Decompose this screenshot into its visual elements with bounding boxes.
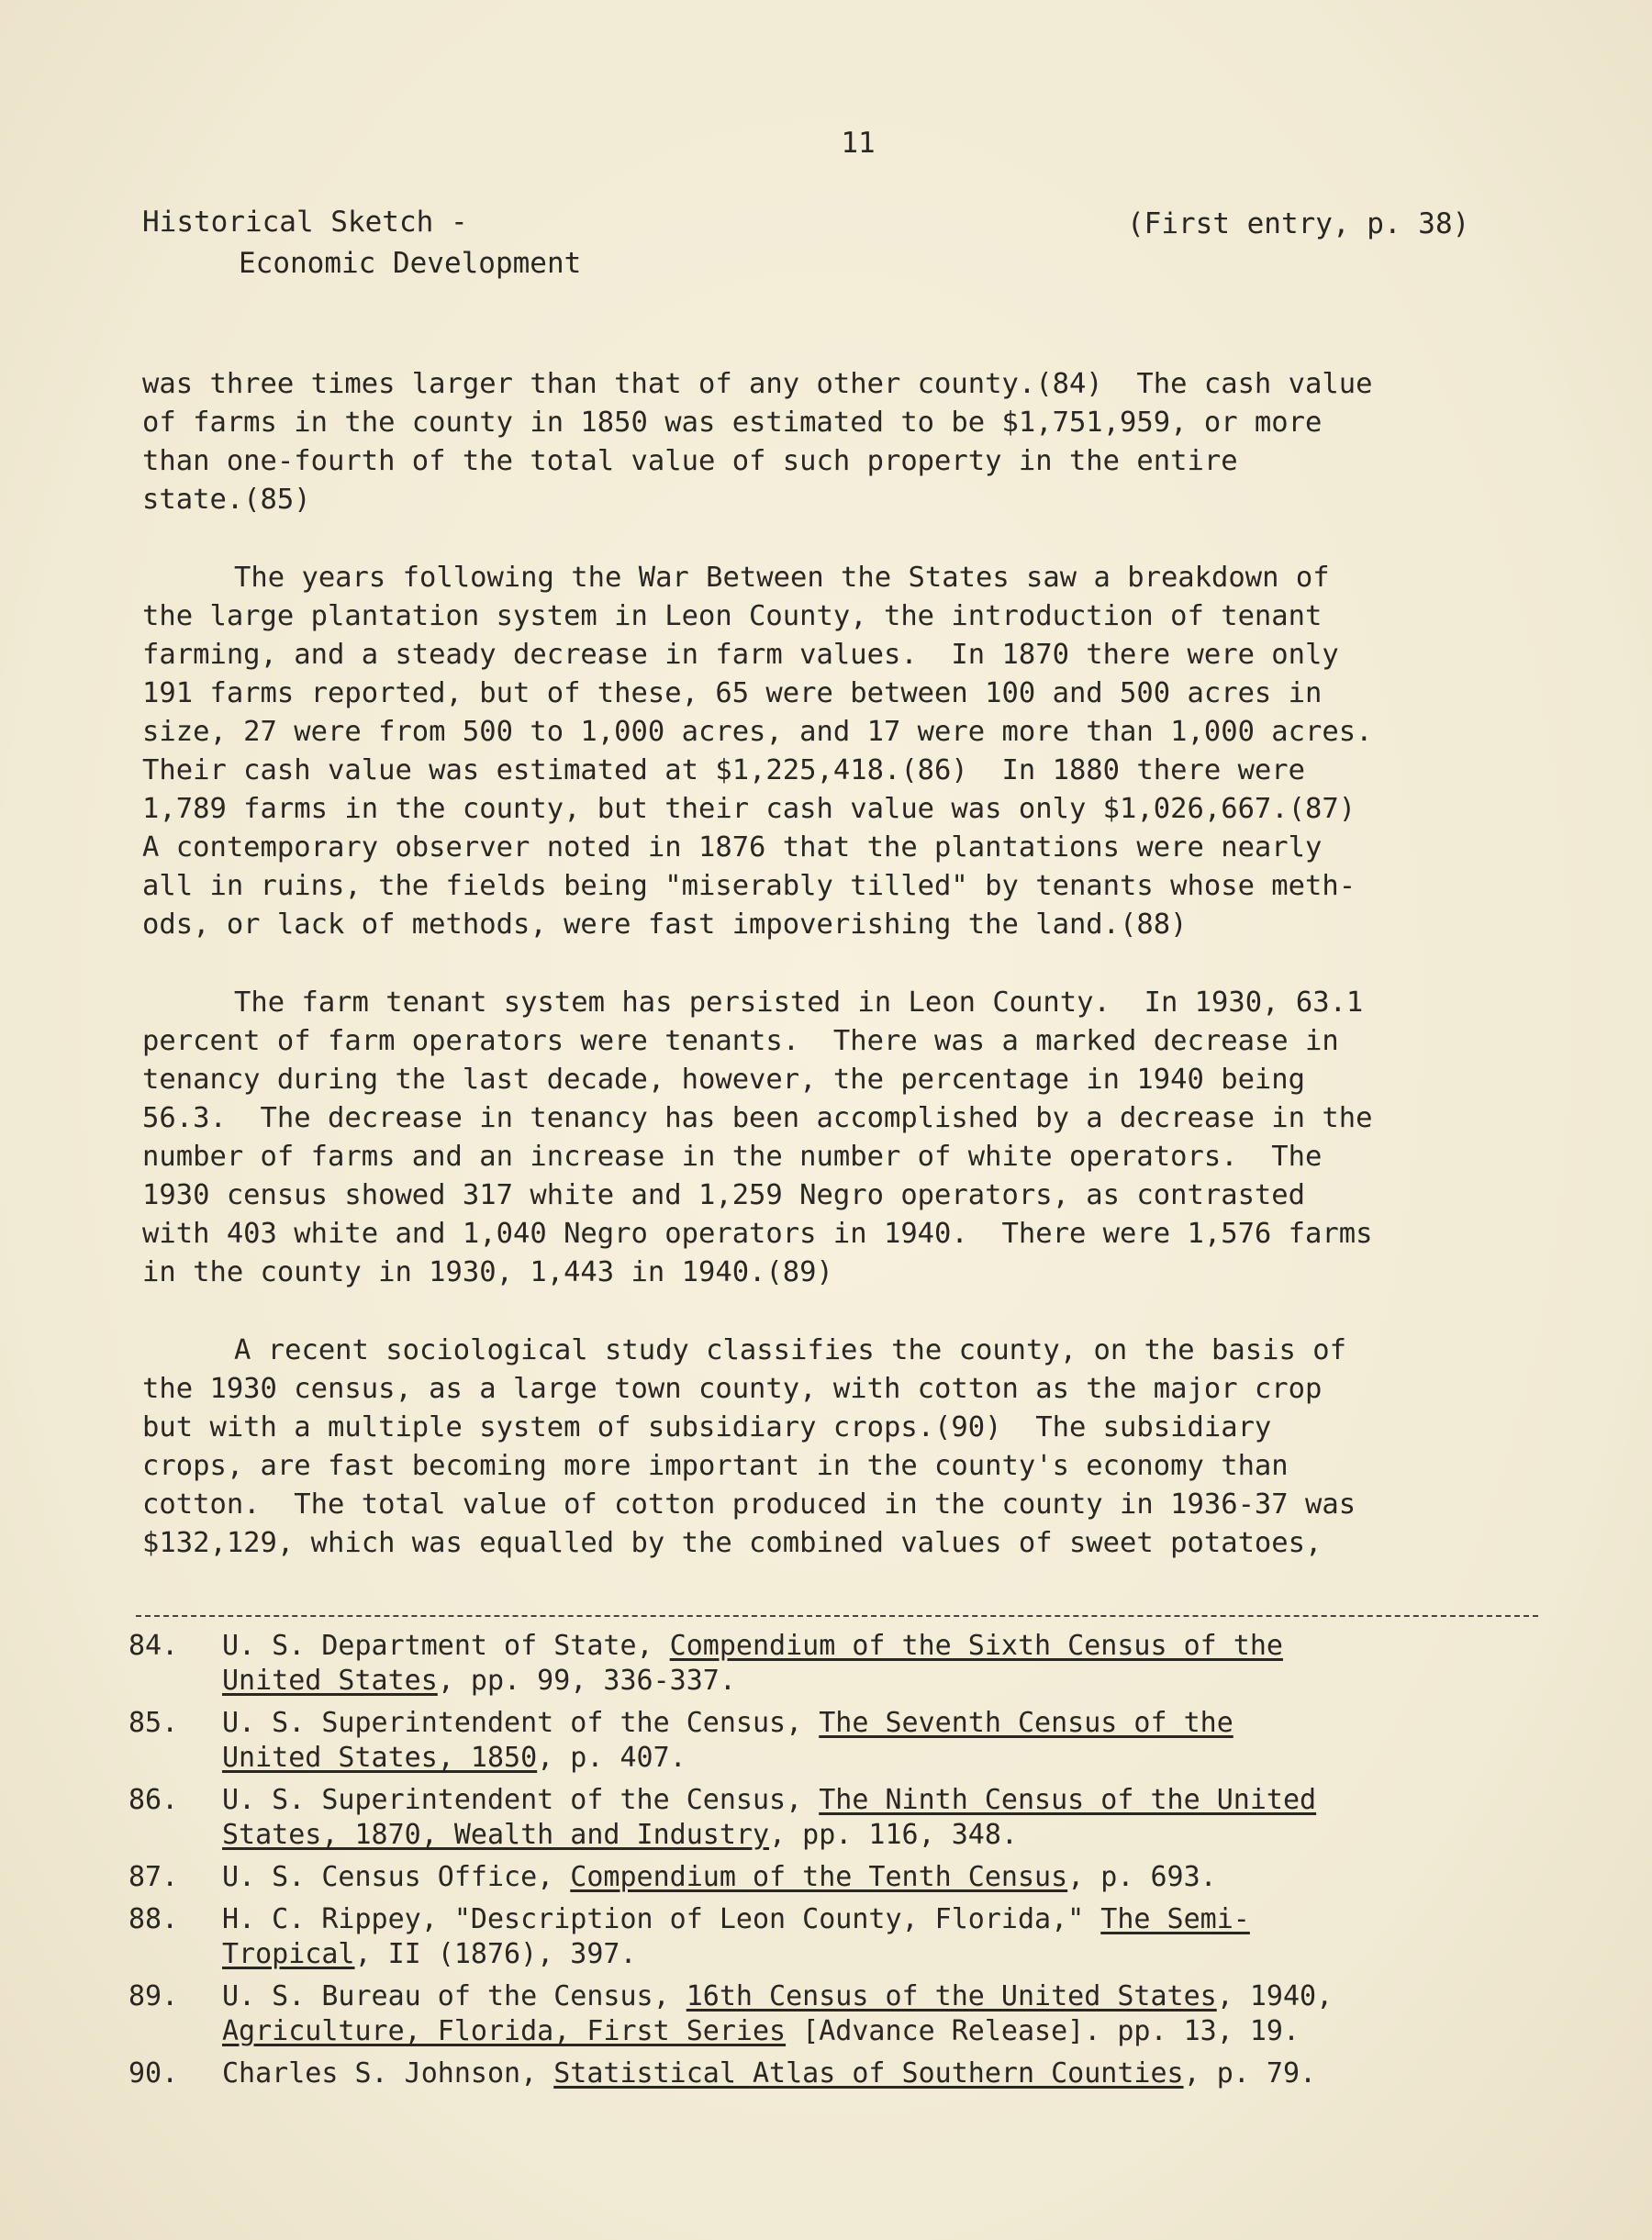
text-line: 191 farms reported, but of these, 65 were between 100 and 500 acres in	[142, 677, 1323, 709]
footnote-line	[222, 1741, 1560, 1776]
text-line: than one-fourth of the total value of such property in the entire	[142, 445, 1238, 477]
text-line: size, 27 were from 500 to 1,000 acres, and 17 were more than 1,000 acres.	[142, 716, 1373, 748]
text-line: the 1930 census, as a large town county, with cotton as the major crop	[142, 1373, 1323, 1405]
footnote-text	[222, 1629, 1560, 1699]
footnote-line	[222, 1818, 1560, 1853]
footnote-line	[222, 1860, 1560, 1895]
text-line: tenancy during the last decade, however, the percentage in 1940 being	[142, 1064, 1306, 1096]
citation-title: The Seventh Census of the	[819, 1707, 1233, 1739]
footnote	[128, 1860, 1560, 1895]
citation-text: U. S. Department of State,	[222, 1630, 670, 1662]
citation-title: States, 1870, Wealth and Industry	[222, 1819, 770, 1851]
paragraph	[142, 365, 1556, 519]
footnote-line	[222, 1902, 1560, 1937]
footnote-number: 84.	[128, 1630, 179, 1662]
footnote-text	[222, 1902, 1560, 1972]
citation-text: Charles S. Johnson,	[222, 2057, 554, 2090]
citation-title: 16th Census of the United States	[686, 1980, 1217, 2012]
citation-text: , p. 407.	[537, 1742, 686, 1774]
body-text	[142, 365, 1556, 1602]
text-line: A contemporary observer noted in 1876 that the plantations were nearly	[142, 831, 1323, 864]
citation-text: U. S. Census Office,	[222, 1861, 571, 1893]
citation-title: Tropical	[222, 1938, 355, 1970]
citation-text: U. S. Bureau of the Census,	[222, 1980, 686, 2012]
paragraph	[142, 559, 1556, 944]
text-line: cotton. The total value of cotton produced in the county in 1936-37 was	[142, 1488, 1356, 1521]
footnote-line	[222, 1979, 1560, 2014]
footnote-number: 90.	[128, 2057, 179, 2090]
citation-text: , pp. 116, 348.	[769, 1819, 1018, 1851]
footnote-text	[222, 1706, 1560, 1776]
paragraph	[142, 1332, 1556, 1563]
text-line: all in ruins, the fields being "miserably tilled" by tenants whose meth-	[142, 870, 1356, 902]
footnote-text	[222, 1979, 1560, 2049]
text-line: farming, and a steady decrease in farm values. In 1870 there were only	[142, 639, 1339, 671]
footnote-number: 88.	[128, 1903, 179, 1935]
section-title: Historical Sketch -	[142, 206, 468, 239]
text-line: percent of farm operators were tenants. There was a marked decrease in	[142, 1025, 1339, 1057]
footnote	[128, 2056, 1560, 2091]
text-line: with 403 white and 1,040 Negro operators in 1940. There were 1,576 farms	[142, 1218, 1373, 1250]
footnote-line	[222, 1664, 1560, 1699]
text-line: $132,129, which was equalled by the combined values of sweet potatoes,	[142, 1527, 1323, 1559]
text-line: of farms in the county in 1850 was estimated to be $1,751,959, or more	[142, 407, 1323, 439]
citation-title: Compendium of the Sixth Census of the	[669, 1630, 1283, 1662]
citation-text: , II (1876), 397.	[354, 1938, 637, 1970]
footnote	[128, 1706, 1560, 1776]
footnote-text	[222, 1860, 1560, 1895]
citation-title: United States	[222, 1665, 438, 1697]
footnote-line	[222, 2014, 1560, 2049]
paragraph	[142, 984, 1556, 1292]
citation-text: , 1940,	[1216, 1980, 1334, 2012]
text-line: crops, are fast becoming more important in the county's economy than	[142, 1450, 1289, 1482]
text-line: The farm tenant system has persisted in Leon County. In 1930, 63.1	[234, 986, 1364, 1019]
text-line: A recent sociological study classifies the county, on the basis of	[234, 1334, 1346, 1366]
page-number: 11	[841, 127, 876, 160]
citation-text: , p. 693.	[1067, 1861, 1217, 1893]
text-line: Their cash value was estimated at $1,225,418.(86) In 1880 there were	[142, 754, 1306, 786]
footnote-line	[222, 1783, 1560, 1818]
citation-title: Statistical Atlas of Southern Counties	[553, 2057, 1184, 2090]
footnote-line	[222, 2056, 1560, 2091]
citation-title: United States, 1850	[222, 1742, 538, 1774]
text-line: ods, or lack of methods, were fast impoverishing the land.(88)	[142, 908, 1188, 941]
text-line: 1,789 farms in the county, but their cash value was only $1,026,667.(87)	[142, 793, 1356, 825]
footnote-number: 85.	[128, 1707, 179, 1739]
footnote-text	[222, 2056, 1560, 2091]
citation-title: The Semi-	[1100, 1903, 1250, 1935]
text-line: number of farms and an increase in the number of white operators. The	[142, 1141, 1323, 1173]
text-line: in the county in 1930, 1,443 in 1940.(89)	[142, 1256, 833, 1288]
footnote	[128, 1979, 1560, 2049]
footnote-text	[222, 1783, 1560, 1853]
text-line: was three times larger than that of any other county.(84) The cash value	[142, 368, 1373, 400]
citation-title: The Ninth Census of the United	[819, 1784, 1317, 1816]
footnote-line	[222, 1629, 1560, 1664]
footnote-line	[222, 1706, 1560, 1741]
citation-title: Agriculture, Florida, First Series	[222, 2015, 787, 2047]
citation-text: , pp. 99, 336-337.	[437, 1665, 736, 1697]
footnote	[128, 1902, 1560, 1972]
citation-text: , p. 79.	[1183, 2057, 1317, 2090]
footnote	[128, 1629, 1560, 1699]
citation-text: U. S. Superintendent of the Census,	[222, 1784, 820, 1816]
citation-text: U. S. Superintendent of the Census,	[222, 1707, 820, 1739]
text-line: 1930 census showed 317 white and 1,259 Negro operators, as contrasted	[142, 1179, 1306, 1211]
text-line: the large plantation system in Leon County, the introduction of tenant	[142, 600, 1323, 632]
footnotes	[128, 1629, 1560, 2099]
text-line: 56.3. The decrease in tenancy has been accomplished by a decrease in the	[142, 1102, 1373, 1134]
footnote	[128, 1783, 1560, 1853]
footnote-number: 89.	[128, 1980, 179, 2012]
text-line: state.(85)	[142, 484, 311, 516]
citation-text: H. C. Rippey, "Description of Leon County, Florida,"	[222, 1903, 1101, 1935]
footnote-number: 86.	[128, 1784, 179, 1816]
citation-text: [Advance Release]. pp. 13, 19.	[786, 2015, 1300, 2047]
footnote-number: 87.	[128, 1861, 179, 1893]
text-line: but with a multiple system of subsidiary crops.(90) The subsidiary	[142, 1411, 1272, 1443]
footnote-divider	[136, 1615, 1538, 1617]
entry-reference: (First entry, p. 38)	[1127, 207, 1470, 240]
section-heading	[142, 202, 581, 284]
footnote-line	[222, 1937, 1560, 1972]
section-subtitle: Economic Development	[239, 247, 582, 280]
text-line: The years following the War Between the States saw a breakdown of	[234, 562, 1330, 594]
citation-title: Compendium of the Tenth Census	[570, 1861, 1068, 1893]
